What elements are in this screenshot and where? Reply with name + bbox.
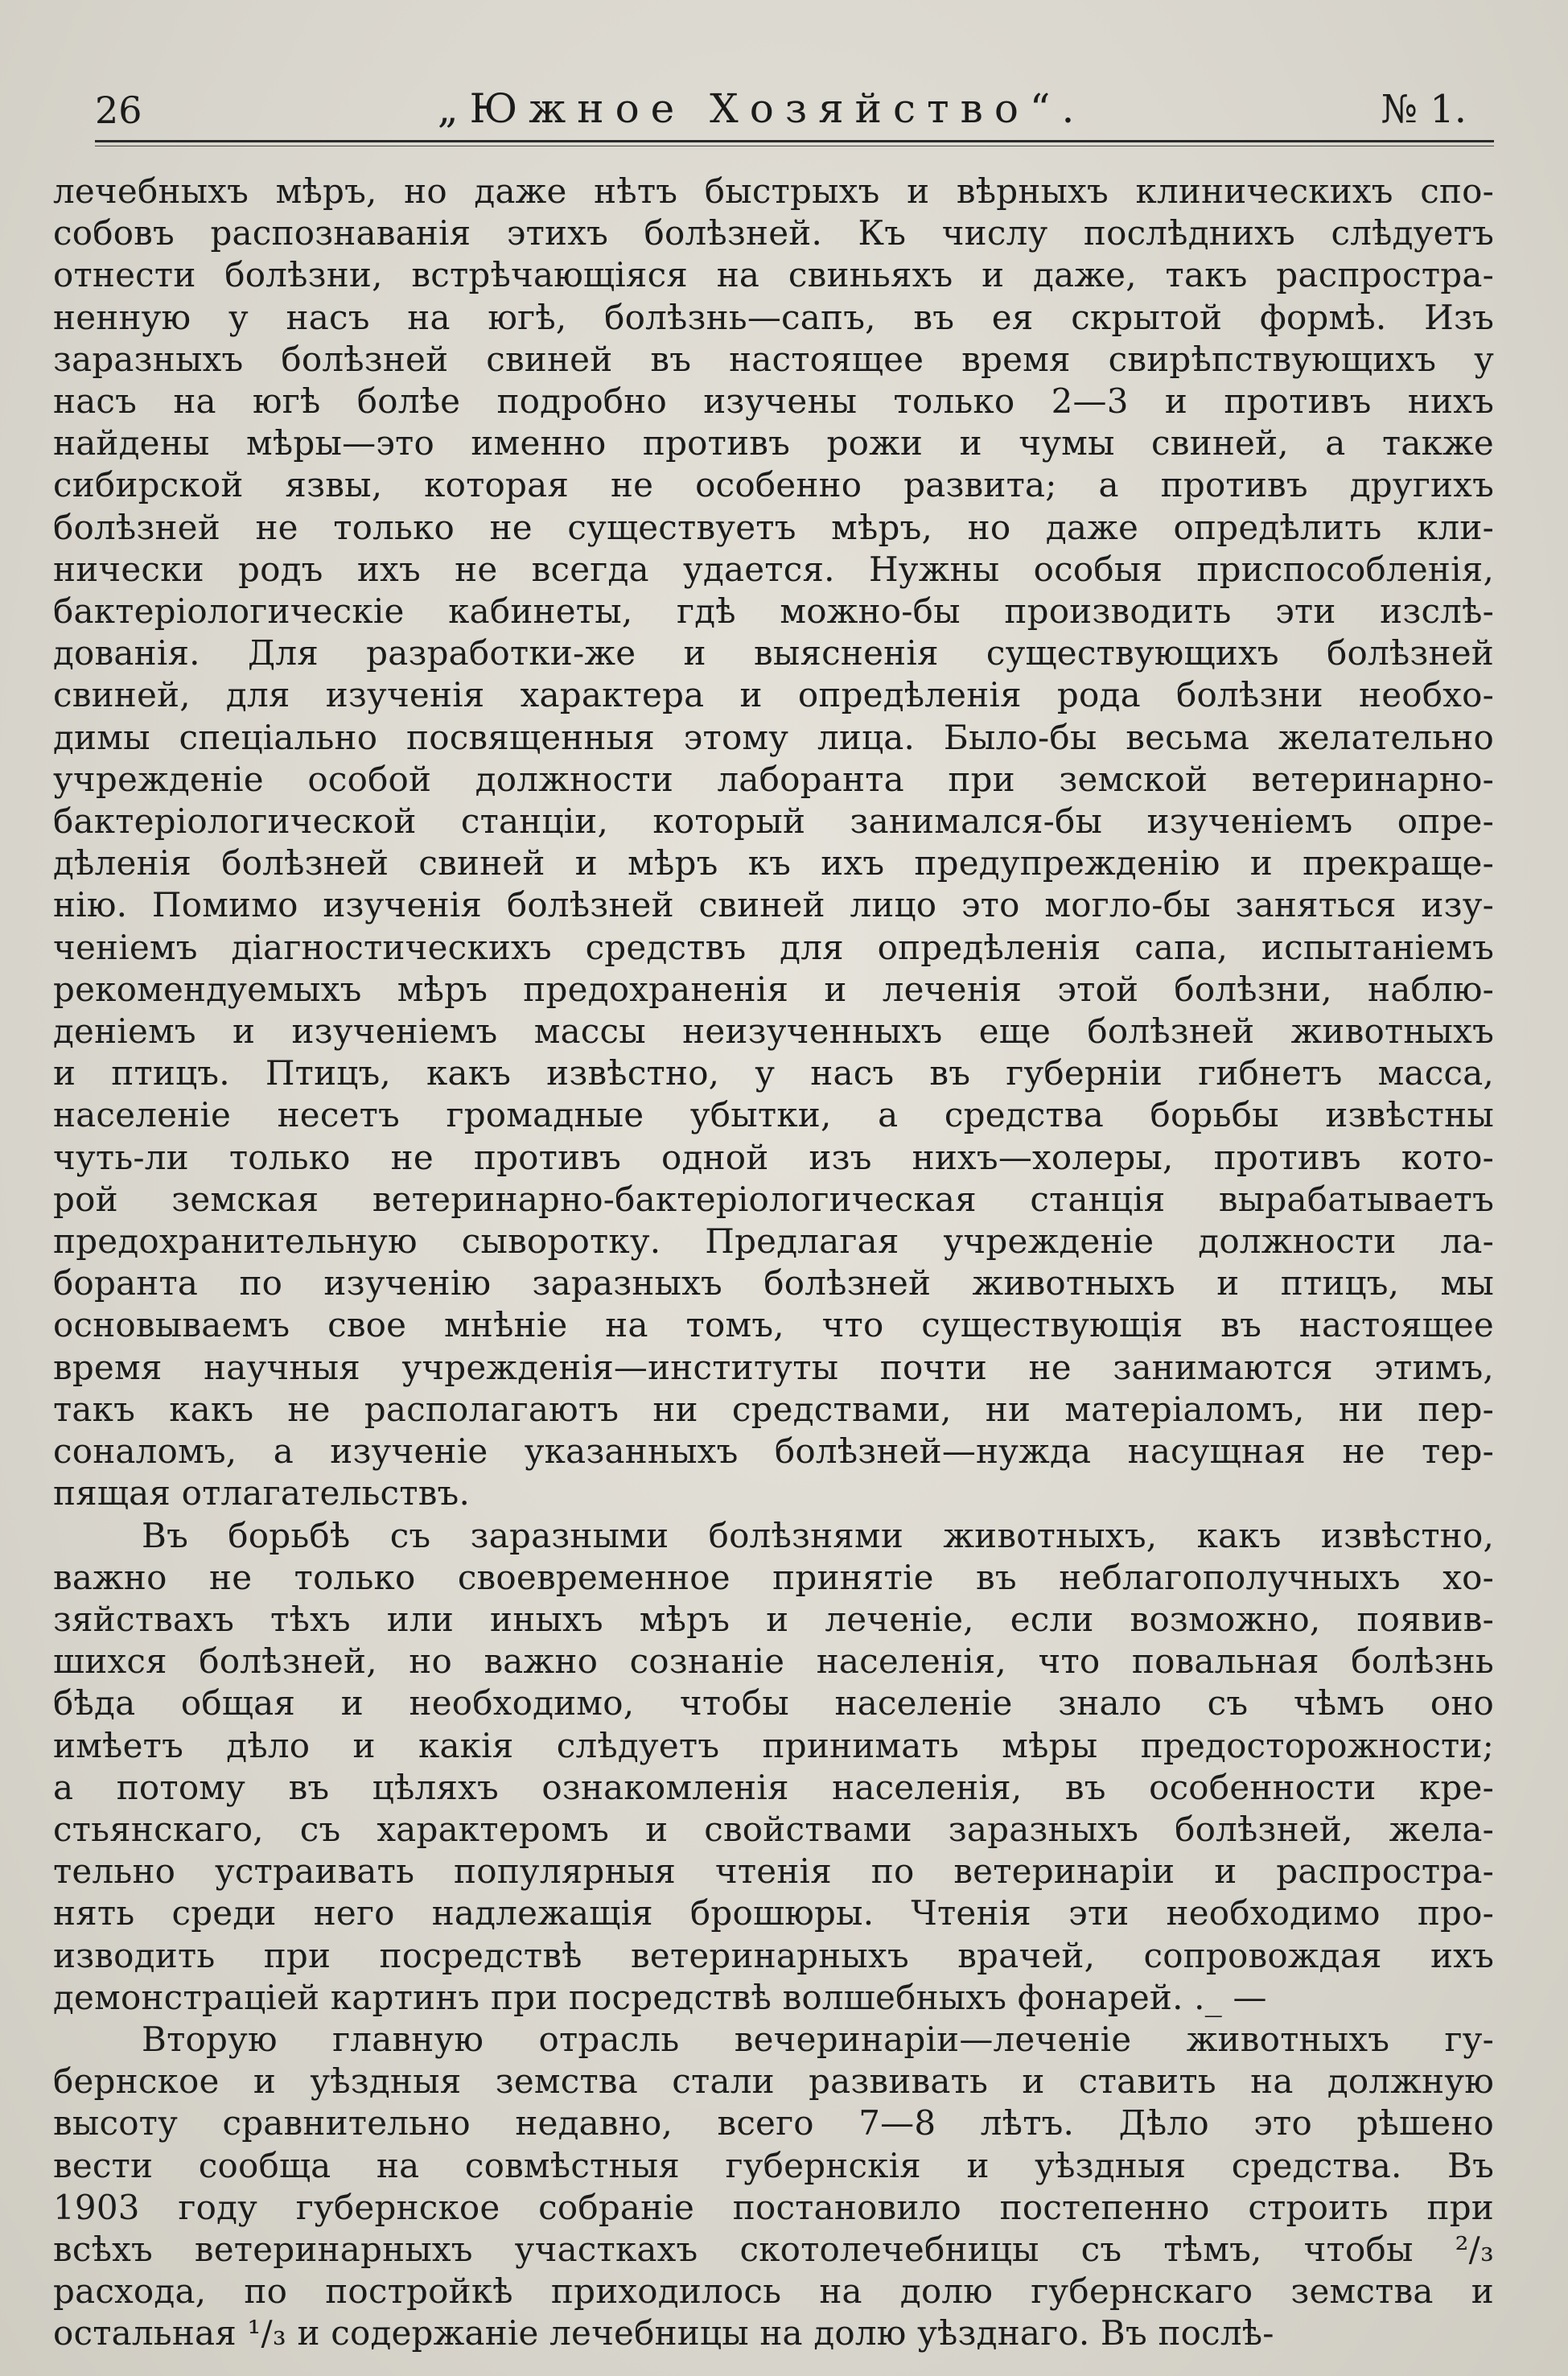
text-line: ненную у насъ на югѣ, болѣзнь—сапъ, въ ея скрытой формѣ. Изъ — [53, 297, 1494, 337]
text-line: 1903 году губернское собраніе постановило постепенно строить при — [53, 2187, 1494, 2227]
text-line: бактеріологическіе кабинеты, гдѣ можно-бы производить эти изслѣ- — [53, 591, 1494, 632]
text-line: рой земская ветеринарно-бактеріологическая станція вырабатываетъ — [53, 1179, 1494, 1219]
text-line: Въ борьбѣ съ заразными болѣзнями животныхъ, какъ извѣстно, — [142, 1515, 1494, 1555]
text-line: собовъ распознаванія этихъ болѣзней. Къ числу послѣднихъ слѣдуетъ — [53, 213, 1494, 253]
text-line: учрежденіе особой должности лаборанта при земской ветеринарно- — [53, 759, 1494, 799]
text-line: дѣленія болѣзней свиней и мѣръ къ ихъ предупрежденію и прекраще- — [53, 843, 1494, 883]
text-line: изводить при посредствѣ ветеринарныхъ врачей, сопровождая ихъ — [53, 1935, 1494, 1975]
text-line: основываемъ свое мнѣніе на томъ, что существующія въ настоящее — [53, 1305, 1494, 1345]
text-line: соналомъ, а изученіе указанныхъ болѣзней—нужда насущная не тер- — [53, 1431, 1494, 1472]
text-line: всѣхъ ветеринарныхъ участкахъ скотолечебницы съ тѣмъ, чтобы ²/₃ — [53, 2229, 1494, 2269]
text-line: вести сообща на совмѣстныя губернскія и уѣздныя средства. Въ — [53, 2145, 1494, 2185]
text-line: такъ какъ не располагаютъ ни средствами, ни матеріаломъ, ни пер- — [53, 1389, 1494, 1429]
text-line: а потому въ цѣляхъ ознакомленія населенія, въ особенности кре- — [53, 1767, 1494, 1807]
text-line: болѣзней не только не существуетъ мѣръ, но даже опредѣлить кли- — [53, 507, 1494, 547]
text-line: лечебныхъ мѣръ, но даже нѣтъ быстрыхъ и вѣрныхъ клиническихъ спо- — [53, 171, 1494, 211]
text-line: зяйствахъ тѣхъ или иныхъ мѣръ и леченіе, если возможно, появив- — [53, 1599, 1494, 1639]
text-line: заразныхъ болѣзней свиней въ настоящее время свирѣпствующихъ у — [53, 339, 1494, 379]
text-line: населеніе несетъ громадные убытки, а средства борьбы извѣстны — [53, 1095, 1494, 1135]
paragraph — [53, 171, 1494, 1515]
text-line: высоту сравнительно недавно, всего 7—8 лѣтъ. Дѣло это рѣшено — [53, 2103, 1494, 2143]
body-text — [51, 171, 1494, 2355]
text-line: предохранительную сыворотку. Предлагая учрежденіе должности ла- — [53, 1221, 1494, 1262]
paragraph — [53, 1515, 1494, 2019]
text-line: рекомендуемыхъ мѣръ предохраненія и леченія этой болѣзни, наблю- — [53, 969, 1494, 1009]
text-line: боранта по изученію заразныхъ болѣзней животныхъ и птицъ, мы — [53, 1263, 1494, 1303]
text-line: свиней, для изученія характера и опредѣленія рода болѣзни необхо- — [53, 675, 1494, 715]
text-line: пящая отлагательствъ. — [53, 1473, 471, 1513]
text-line: время научныя учрежденія—институты почти не занимаются этимъ, — [53, 1347, 1494, 1387]
text-line: и птицъ. Птицъ, какъ извѣстно, у насъ въ губерніи гибнетъ масса, — [53, 1053, 1494, 1093]
text-line: нически родъ ихъ не всегда удается. Нужны особыя приспособленія, — [53, 549, 1494, 589]
page-number: 26 — [95, 89, 142, 132]
header-rule — [95, 140, 1494, 142]
text-line: дованія. Для разработки-же и выясненія существующихъ болѣзней — [53, 633, 1494, 673]
running-header — [51, 48, 1494, 132]
paragraph — [53, 2019, 1494, 2355]
text-line: бактеріологической станціи, который занимался-бы изученіемъ опре- — [53, 801, 1494, 842]
text-line: чуть-ли только не противъ одной изъ нихъ—холеры, противъ кото- — [53, 1137, 1494, 1177]
text-line: отнести болѣзни, встрѣчающіяся на свиньяхъ и даже, такъ распростра- — [53, 255, 1494, 295]
text-line: шихся болѣзней, но важно сознаніе населенія, что повальная болѣзнь — [53, 1641, 1494, 1682]
text-line: нію. Помимо изученія болѣзней свиней лицо это могло-бы заняться изу- — [53, 885, 1494, 925]
text-line: ченіемъ діагностическихъ средствъ для опредѣленія сапа, испытаніемъ — [53, 927, 1494, 967]
text-line: стьянскаго, съ характеромъ и свойствами заразныхъ болѣзней, жела- — [53, 1809, 1494, 1849]
text-line: демонстраціей картинъ при посредствѣ волшебныхъ фонарей. ._ — — [53, 1977, 1267, 2017]
text-line: Вторую главную отрасль вечеринаріи—леченіе животныхъ гу- — [142, 2019, 1494, 2059]
text-line: остальная ¹/₃ и содержаніе лечебницы на долю уѣзднаго. Въ послѣ- — [53, 2313, 1274, 2353]
text-line: бернское и уѣздныя земства стали развивать и ставить на должную — [53, 2061, 1494, 2102]
text-line: найдены мѣры—это именно противъ рожи и чумы свиней, а также — [53, 423, 1494, 463]
text-line: тельно устраивать популярныя чтенія по ветеринаріи и распростра- — [53, 1851, 1494, 1892]
text-line: сибирской язвы, которая не особенно развита; а противъ другихъ — [53, 465, 1494, 505]
issue-number: № 1. — [1381, 87, 1467, 132]
text-line: насъ на югѣ болѣе подробно изучены только 2—3 и противъ нихъ — [53, 381, 1494, 422]
text-line: димы спеціально посвященныя этому лица. Было-бы весьма желательно — [53, 717, 1494, 757]
text-line: деніемъ и изученіемъ массы неизученныхъ еще болѣзней животныхъ — [53, 1011, 1494, 1052]
text-line: важно не только своевременное принятіе въ неблагополучныхъ хо- — [53, 1557, 1494, 1597]
text-line: бѣда общая и необходимо, чтобы населеніе знало съ чѣмъ оно — [53, 1683, 1494, 1723]
text-line: расхода, по постройкѣ приходилось на долю губернскаго земства и — [53, 2271, 1494, 2312]
text-line: нять среди него надлежащія брошюры. Чтенія эти необходимо про- — [53, 1893, 1494, 1933]
text-line: имѣетъ дѣло и какія слѣдуетъ принимать мѣры предосторожности; — [53, 1725, 1494, 1765]
journal-title: „Южное Хозяйство“. — [437, 85, 1086, 132]
